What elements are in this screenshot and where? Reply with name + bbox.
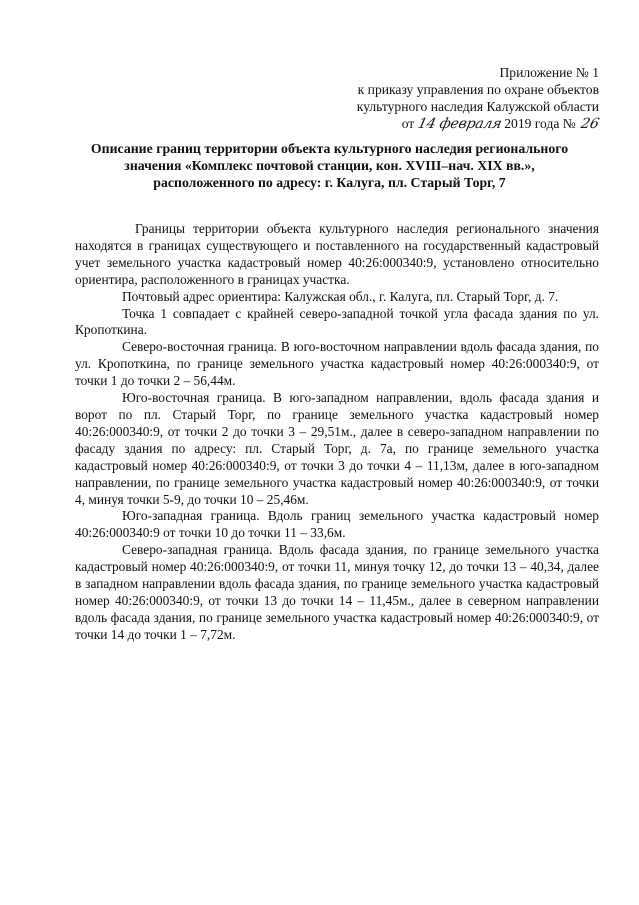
paragraph-postal-address: Почтовый адрес ориентира: Калужская обл., г. Калуга, пл. Старый Торг, д. 7. — [122, 288, 559, 304]
handwritten-date: 14 февраля — [416, 116, 503, 132]
title-line-3: расположенного по адресу: г. Калуга, пл. Старый Торг, 7 — [153, 175, 506, 190]
title-line-2: значения «Комплекс почтовой станции, кон. XVIII–нач. XIX вв.», — [124, 158, 535, 173]
paragraph-southeast-boundary: Юго-восточная граница. В юго-западном направлении, вдоль фасада здания и ворот по пл. Старый Торг, по границе земельного участка кадастровый номер 40:26:000340:9, от точки 2 до точки 3 – 29,51м., далее в северо-западном направлении по фасаду здания по адресу: пл. Старый Торг, д. 7а, по границе земельного участка кадастровый номер 40:26:000340:9, от точки 3 до точки 4 – 11,13м, далее в юго-западном направлении, по границе земельного участка кадастровый номер 40:26:000340:9, от точки 4, минуя точки 5-9, до точки 10 – 25,46м. — [75, 390, 599, 507]
appendix-title: Приложение № 1 — [499, 65, 599, 80]
handwritten-order-number: 26 — [579, 116, 601, 132]
paragraph-northwest-boundary: Северо-западная граница. Вдоль фасада здания, по границе земельного участка кадастровый номер 40:26:000340:9, от точки 11, минуя точку 12, до точки 13 – 40,34, далее в западном направлении вдоль фасада здания, по границе земельного участка кадастровый номер 40:26:000340:9, от точки 13 до точки 14 – 11,45м., далее в северном направлении вдоль фасада здания, по границе земельного участка кадастровый номер 40:26:000340:9, от точки 14 до точки 1 – 7,72м. — [75, 542, 599, 642]
document-title — [60, 140, 599, 191]
paragraph-boundaries-intro: Границы территории объекта культурного наследия регионального значения находятся в границах существующего и поставленного на государственный кадастровый учет земельного участка кадастровый номер 40:26:000340:9, установлено относительно ориентира, расположенного в границах участка. — [75, 221, 599, 287]
date-prefix: от — [401, 116, 415, 131]
appendix-header — [269, 64, 599, 133]
paragraph-southwest-boundary: Юго-западная граница. Вдоль границ земельного участка кадастровый номер 40:26:000340:9 от точки 10 до точки 11 – 33,6м. — [75, 508, 599, 541]
paragraph-point-1: Точка 1 совпадает с крайней северо-западной точкой угла фасада здания по ул. Кропоткина. — [75, 305, 599, 338]
appendix-order-line: к приказу управления по охране объектов — [357, 82, 599, 97]
paragraph-northeast-boundary: Северо-восточная граница. В юго-восточном направлении вдоль фасада здания, по ул. Кропоткина, по границе земельного участка кадастровый номер 40:26:000340:9, от точки 1 до точки 2 – 56,44м. — [75, 339, 599, 389]
document-body — [75, 221, 599, 644]
appendix-date-line — [402, 115, 599, 133]
appendix-authority-line: культурного наследия Калужской области — [356, 99, 599, 114]
date-year: 2019 года № — [504, 116, 576, 131]
title-line-1: Описание границ территории объекта культурного наследия регионального — [90, 141, 569, 156]
